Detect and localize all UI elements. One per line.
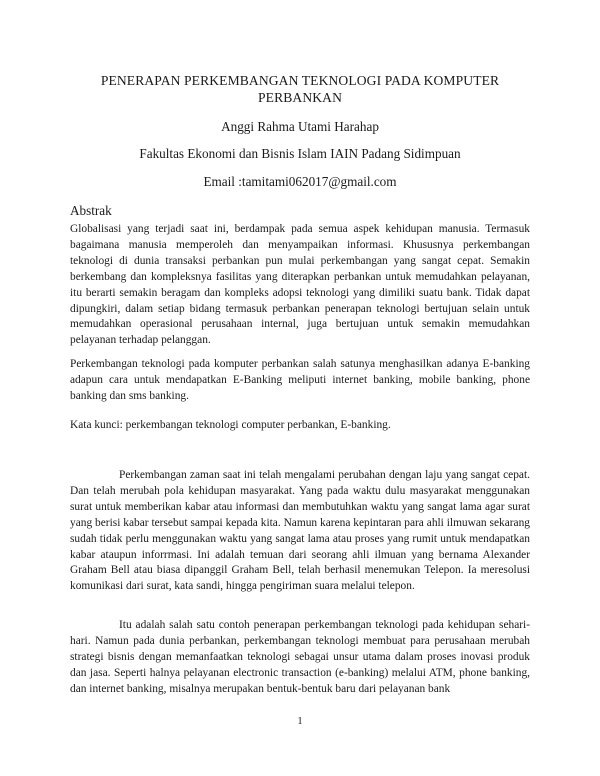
page-number: 1	[297, 716, 303, 727]
author-email: Email :tamitami062017@gmail.com	[203, 174, 397, 189]
body-paragraph-1: Perkembangan zaman saat ini telah mengalami perubahan dengan laju yang sangat cepat. Dan telah merubah pola kehidupan masyarakat. Yang pada waktu dulu masyarakat menggunakan surat untuk memberikan kabar atau informasi dan membutuhkan waktu yang sangat lama agar surat yang berisi kabar tersebut sampai kepada kita. Namun karena kepintaran para ahli ilmuwan sekarang sudah tidak perlu menggunakan waktu yang sangat lama atau proses yang rumit untuk mendapatkan kabar ataupun inforrmasi. Ini adalah temuan dari seorang ahli ilmuan yang bernama Alexander Graham Bell atau biasa dipanggil Graham Bell, telah berhasil menemukan Telepon. Ia meresolusi komunikasi dari surat, kata sandi, hingga pengiriman suara melalui telepon.	[70, 469, 530, 593]
abstract-paragraph-1: Globalisasi yang terjadi saat ini, berdampak pada semua aspek kehidupan manusia. Termasuk bagaimana manusia memperoleh dan menyampaikan informasi. Khususnya perkembangan teknologi di dunia transaksi perbankan pun mulai perkembangan yang sangat cepat. Semakin berkembang dan kompleksnya fasilitas yang diterapkan perbankan untuk memudahkan pelayanan, itu berarti semakin beragam dan kompleks adopsi teknologi yang dimiliki suatu bank. Tidak dapat dipungkiri, dalam setiap bidang termasuk perbankan penerapan teknologi bertujuan selain untuk memudahkan operasional perusahaan internal, juga bertujuan untuk semakin memudahkan pelayanan terhadap pelanggan.	[70, 223, 530, 347]
body-paragraph-2: Itu adalah salah satu contoh penerapan perkembangan teknologi pada kehidupan sehari-hari. Namun pada dunia perbankan, perkembangan teknologi membuat para perusahaan merubah strategi bisnis dengan memanfaatkan teknologi sebagai unsur utama dalam proses inovasi produk dan jasa. Seperti halnya pelayanan electronic transaction (e-banking) melalui ATM, phone banking, dan internet banking, misalnya merupakan bentuk-bentuk baru dari pelayanan bank	[70, 619, 530, 695]
author-affiliation: Fakultas Ekonomi dan Bisnis Islam IAIN Padang Sidimpuan	[139, 146, 461, 161]
paper-title: PENERAPAN PERKEMBANGAN TEKNOLOGI PADA KOMPUTER PERBANKAN	[100, 73, 500, 105]
author-name: Anggi Rahma Utami Harahap	[221, 119, 379, 134]
keywords-line: Kata kunci: perkembangan teknologi computer perbankan, E-banking.	[70, 419, 391, 431]
abstract-paragraph-2: Perkembangan teknologi pada komputer perbankan salah satunya menghasilkan adanya E-banking adapun cara untuk mendapatkan E-Banking meliputi internet banking, mobile banking, phone banking dan sms banking.	[70, 358, 530, 402]
abstract-heading: Abstrak	[70, 203, 112, 218]
